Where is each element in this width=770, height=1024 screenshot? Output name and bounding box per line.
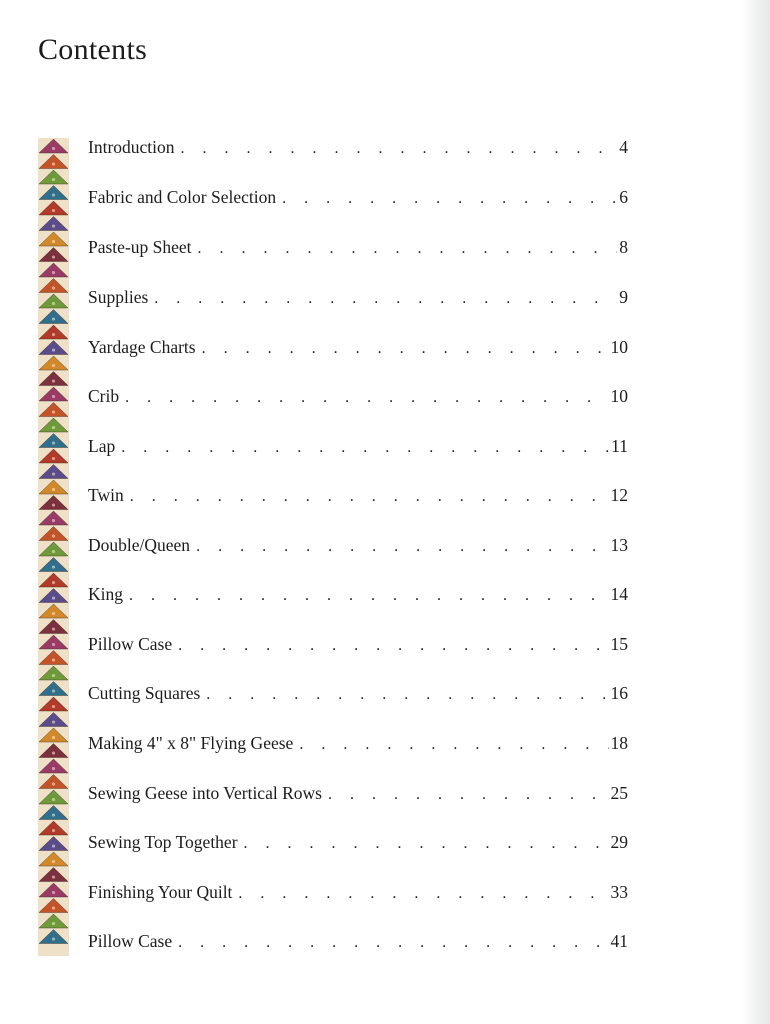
flying-goose-triangle xyxy=(39,341,68,355)
fabric-print-dot xyxy=(52,891,55,894)
toc-entry-label: Pillow Case xyxy=(88,634,173,654)
toc-entry-label: Cutting Squares xyxy=(88,683,201,703)
dot-leader xyxy=(299,733,608,757)
fabric-print-dot xyxy=(52,565,55,568)
flying-goose-triangle xyxy=(39,232,68,246)
flying-goose-triangle xyxy=(39,620,68,634)
fabric-print-dot xyxy=(52,705,55,708)
toc-entry-label: Introduction xyxy=(88,137,175,157)
dot-leader xyxy=(121,436,609,460)
flying-goose-triangle xyxy=(39,170,68,184)
fabric-print-dot xyxy=(52,937,55,940)
fabric-print-dot xyxy=(52,457,55,460)
toc-page-number: 11 xyxy=(611,436,628,456)
fabric-print-dot xyxy=(52,829,55,832)
toc-entry-crib xyxy=(88,384,628,408)
toc-entry-label: Sewing Top Together xyxy=(88,832,238,852)
flying-goose-triangle xyxy=(39,248,68,262)
dot-leader xyxy=(196,535,608,559)
toc-entry-cutting-squares xyxy=(88,681,628,705)
flying-goose-triangle xyxy=(39,217,68,231)
dot-leader xyxy=(130,485,609,509)
toc-page-number: 16 xyxy=(610,683,628,703)
flying-goose-triangle xyxy=(39,728,68,742)
toc-page-number: 25 xyxy=(610,783,628,803)
flying-goose-triangle xyxy=(39,899,68,913)
fabric-print-dot xyxy=(52,286,55,289)
fabric-print-dot xyxy=(52,860,55,863)
fabric-print-dot xyxy=(52,643,55,646)
toc-entry-twin xyxy=(88,483,628,507)
dot-leader xyxy=(154,287,617,311)
flying-goose-triangle xyxy=(39,201,68,215)
fabric-print-dot xyxy=(52,271,55,274)
toc-entry-sewing-top-together xyxy=(88,830,628,854)
flying-goose-triangle xyxy=(39,310,68,324)
toc-page-number: 14 xyxy=(610,584,628,604)
flying-goose-triangle xyxy=(39,775,68,789)
flying-goose-triangle xyxy=(39,635,68,649)
flying-goose-triangle xyxy=(39,790,68,804)
toc-page-number: 15 xyxy=(610,634,628,654)
toc-page-number: 33 xyxy=(610,882,628,902)
fabric-print-dot xyxy=(52,162,55,165)
fabric-print-dot xyxy=(52,240,55,243)
fabric-print-dot xyxy=(52,736,55,739)
fabric-print-dot xyxy=(52,441,55,444)
flying-goose-triangle xyxy=(39,155,68,169)
flying-geese-graphic xyxy=(38,138,69,956)
flying-goose-triangle xyxy=(39,387,68,401)
flying-goose-triangle xyxy=(39,294,68,308)
fabric-print-dot xyxy=(52,658,55,661)
flying-goose-triangle xyxy=(39,697,68,711)
fabric-print-dot xyxy=(52,534,55,537)
fabric-print-dot xyxy=(52,333,55,336)
toc-page-number: 29 xyxy=(610,832,628,852)
fabric-print-dot xyxy=(52,767,55,770)
fabric-print-dot xyxy=(52,875,55,878)
flying-geese-border xyxy=(38,138,69,956)
toc-entry-label: Fabric and Color Selection xyxy=(88,187,277,207)
fabric-print-dot xyxy=(52,364,55,367)
flying-goose-triangle xyxy=(39,806,68,820)
dot-leader xyxy=(206,683,608,707)
toc-entry-making-flying-geese xyxy=(88,731,628,755)
toc-entry-label: Making 4" x 8" Flying Geese xyxy=(88,733,294,753)
toc-entry-double-queen xyxy=(88,533,628,557)
flying-goose-triangle xyxy=(39,480,68,494)
fabric-print-dot xyxy=(52,612,55,615)
flying-goose-triangle xyxy=(39,759,68,773)
flying-goose-triangle xyxy=(39,930,68,944)
toc-page-number: 9 xyxy=(619,287,628,307)
flying-goose-triangle xyxy=(39,558,68,572)
fabric-print-dot xyxy=(52,426,55,429)
page-title: Contents xyxy=(38,33,148,66)
fabric-print-dot xyxy=(52,627,55,630)
fabric-print-dot xyxy=(52,906,55,909)
toc-entry-label: Paste-up Sheet xyxy=(88,237,192,257)
toc-entry-paste-up-sheet xyxy=(88,235,628,259)
fabric-print-dot xyxy=(52,674,55,677)
dot-leader xyxy=(238,882,608,906)
fabric-print-dot xyxy=(52,720,55,723)
fabric-print-dot xyxy=(52,519,55,522)
flying-goose-triangle xyxy=(39,403,68,417)
dot-leader xyxy=(181,137,618,161)
toc-page-number: 41 xyxy=(610,931,628,951)
flying-goose-triangle xyxy=(39,496,68,510)
flying-goose-triangle xyxy=(39,372,68,386)
toc-page-number: 12 xyxy=(610,485,628,505)
toc-page-number: 13 xyxy=(610,535,628,555)
dot-leader xyxy=(244,832,609,856)
toc-page-number: 8 xyxy=(619,237,628,257)
flying-goose-triangle xyxy=(39,651,68,665)
fabric-print-dot xyxy=(52,348,55,351)
toc-entry-introduction xyxy=(88,135,628,159)
flying-goose-triangle xyxy=(39,868,68,882)
fabric-print-dot xyxy=(52,503,55,506)
flying-goose-triangle xyxy=(39,279,68,293)
toc-entry-finishing-your-quilt xyxy=(88,880,628,904)
flying-goose-triangle xyxy=(39,604,68,618)
toc-entry-label: Lap xyxy=(88,436,116,456)
toc-entry-supplies xyxy=(88,285,628,309)
fabric-print-dot xyxy=(52,488,55,491)
flying-goose-triangle xyxy=(39,542,68,556)
toc-entry-fabric-and-color-selection xyxy=(88,185,628,209)
flying-goose-triangle xyxy=(39,666,68,680)
toc-entry-yardage-charts xyxy=(88,335,628,359)
flying-goose-triangle xyxy=(39,589,68,603)
toc-page-number: 10 xyxy=(610,386,628,406)
dot-leader xyxy=(202,337,609,361)
fabric-print-dot xyxy=(52,596,55,599)
flying-goose-triangle xyxy=(39,139,68,153)
fabric-print-dot xyxy=(52,782,55,785)
fabric-print-dot xyxy=(52,751,55,754)
toc-entry-pillow-case-final xyxy=(88,929,628,953)
toc-page-number: 18 xyxy=(610,733,628,753)
flying-goose-triangle xyxy=(39,434,68,448)
fabric-print-dot xyxy=(52,689,55,692)
fabric-print-dot xyxy=(52,813,55,816)
fabric-print-dot xyxy=(52,798,55,801)
flying-goose-triangle xyxy=(39,511,68,525)
fabric-print-dot xyxy=(52,844,55,847)
dot-leader xyxy=(129,584,609,608)
fabric-print-dot xyxy=(52,147,55,150)
toc-page-number: 4 xyxy=(619,137,628,157)
dot-leader xyxy=(178,931,608,955)
flying-goose-triangle xyxy=(39,682,68,696)
flying-goose-triangle xyxy=(39,186,68,200)
flying-goose-triangle xyxy=(39,356,68,370)
fabric-print-dot xyxy=(52,178,55,181)
toc-entry-label: Twin xyxy=(88,485,124,505)
flying-goose-triangle xyxy=(39,713,68,727)
flying-goose-triangle xyxy=(39,449,68,463)
fabric-print-dot xyxy=(52,410,55,413)
toc-entry-sewing-geese-into-vertical-rows xyxy=(88,781,628,805)
fabric-print-dot xyxy=(52,317,55,320)
toc-entry-label: Sewing Geese into Vertical Rows xyxy=(88,783,322,803)
flying-goose-triangle xyxy=(39,573,68,587)
flying-goose-triangle xyxy=(39,325,68,339)
flying-goose-triangle xyxy=(39,418,68,432)
fabric-print-dot xyxy=(52,224,55,227)
toc-entry-label: Double/Queen xyxy=(88,535,191,555)
flying-goose-triangle xyxy=(39,527,68,541)
fabric-print-dot xyxy=(52,302,55,305)
toc-entry-label: Pillow Case xyxy=(88,931,173,951)
fabric-print-dot xyxy=(52,209,55,212)
fabric-print-dot xyxy=(52,255,55,258)
toc-entry-label: Yardage Charts xyxy=(88,337,196,357)
toc-entry-pillow-case xyxy=(88,632,628,656)
fabric-print-dot xyxy=(52,379,55,382)
toc-page-number: 6 xyxy=(619,187,628,207)
toc-entry-label: Crib xyxy=(88,386,120,406)
fabric-print-dot xyxy=(52,472,55,475)
toc-entry-king xyxy=(88,582,628,606)
toc-entry-label: Supplies xyxy=(88,287,149,307)
dot-leader xyxy=(328,783,609,807)
flying-goose-triangle xyxy=(39,914,68,928)
flying-goose-triangle xyxy=(39,465,68,479)
dot-leader xyxy=(125,386,608,410)
dot-leader xyxy=(282,187,617,211)
fabric-print-dot xyxy=(52,550,55,553)
flying-goose-triangle xyxy=(39,883,68,897)
dot-leader xyxy=(178,634,608,658)
toc-entry-label: Finishing Your Quilt xyxy=(88,882,233,902)
flying-goose-triangle xyxy=(39,837,68,851)
toc-page-number: 10 xyxy=(610,337,628,357)
flying-goose-triangle xyxy=(39,821,68,835)
toc-entry-label: King xyxy=(88,584,123,604)
flying-goose-triangle xyxy=(39,744,68,758)
toc-entry-lap xyxy=(88,434,628,458)
flying-goose-triangle xyxy=(39,263,68,277)
fabric-print-dot xyxy=(52,193,55,196)
fabric-print-dot xyxy=(52,395,55,398)
fabric-print-dot xyxy=(52,581,55,584)
dot-leader xyxy=(198,237,618,261)
flying-goose-triangle xyxy=(39,852,68,866)
fabric-print-dot xyxy=(52,922,55,925)
page-edge-shadow xyxy=(742,0,770,1024)
